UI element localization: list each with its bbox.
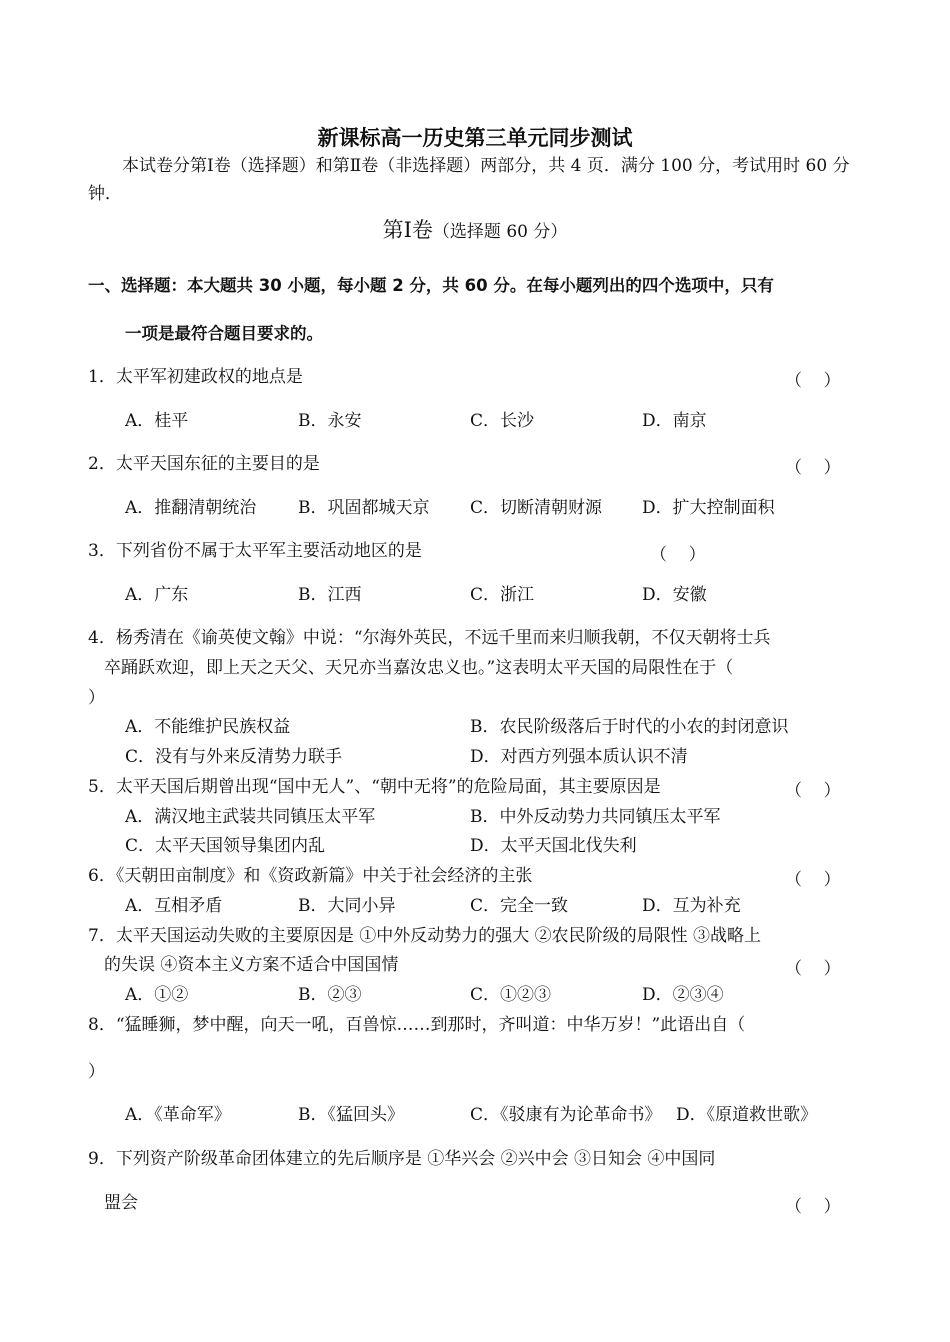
q7-option-c: C．①②③ [470, 985, 552, 1005]
q4-option-b: B．农民阶级落后于时代的小农的封闭意识 [470, 717, 789, 737]
q6-option-a: A．互相矛盾 [125, 896, 223, 916]
question-5-stem: 5．太平天国后期曾出现“国中无人”、“朝中无将”的危险局面，其主要原因是 [88, 777, 661, 797]
q8-option-d: D．《原道救世歌》 [676, 1105, 818, 1125]
q4-option-c: C．没有与外来反清势力联手 [125, 747, 343, 767]
q3-option-b: B．江西 [298, 585, 362, 605]
q3-option-a: A．广东 [125, 585, 189, 605]
question-2-stem: 2．太平天国东征的主要目的是 [88, 454, 320, 474]
q2-option-c: C．切断清朝财源 [470, 498, 603, 518]
q8-option-b: B．《猛回头》 [298, 1105, 404, 1125]
q1-option-c: C．长沙 [470, 411, 535, 431]
q5-option-a: A．满汉地主武装共同镇压太平军 [125, 807, 376, 827]
q6-option-d: D．互为补充 [642, 896, 741, 916]
q5-option-b: B．中外反动势力共同镇压太平军 [470, 807, 721, 827]
instruction-line-2: 一项是最符合题目要求的。 [125, 324, 323, 343]
q2-option-a: A．推翻清朝统治 [125, 498, 257, 518]
q5-option-d: D．太平天国北伐失利 [470, 836, 637, 856]
question-3-stem: 3．下列省份不属于太平军主要活动地区的是 [88, 541, 422, 561]
q6-option-b: B．大同小异 [298, 896, 396, 916]
q4-option-a: A．不能维护民族权益 [125, 717, 291, 737]
question-4-stem-line-1: 4．杨秀清在《谕英使文翰》中说：“尔海外英民，不远千里而来归顺我朝，不仅天朝将士兵 [88, 628, 771, 648]
exam-intro: 本试卷分第Ⅰ卷（选择题）和第Ⅱ卷（非选择题）两部分，共 4 页．满分 100 分，考试用时 60 分钟． [88, 156, 850, 204]
q4-option-d: D．对西方列强本质认识不清 [470, 747, 688, 767]
q8-option-a: A．《革命军》 [125, 1105, 231, 1125]
answer-paren-1: （ ） [785, 371, 841, 391]
exam-title: 新课标高一历史第三单元同步测试 [317, 126, 633, 150]
question-4-stem-line-2: 卒踊跃欢迎，即上天之天父、天兄亦当嘉汝忠义也。”这表明太平天国的局限性在于（ [104, 658, 734, 678]
instruction-line-1: 一、选择题：本大题共 30 小题，每小题 2 分，共 60 分。在每小题列出的四个选项中，只有 [88, 276, 774, 295]
q3-option-d: D．安徽 [642, 585, 707, 605]
question-7-stem-line-2: 的失误 ④资本主义方案不适合中国国情 [104, 955, 399, 975]
question-8-stem-line-1: 8．“猛睡狮，梦中醒，向天一吼，百兽惊……到那时，齐叫道：中华万岁！”此语出自（ [88, 1015, 746, 1035]
answer-paren-7: （ ） [785, 959, 841, 979]
q6-option-c: C．完全一致 [470, 896, 569, 916]
q1-option-b: B．永安 [298, 411, 362, 431]
section-main: 第Ⅰ卷 [382, 218, 433, 242]
question-1-stem: 1．太平军初建政权的地点是 [88, 367, 303, 387]
q7-option-b: B．②③ [298, 985, 362, 1005]
q1-option-d: D．南京 [642, 411, 707, 431]
question-9-stem-line-2: 盟会 [104, 1193, 138, 1213]
answer-paren-5: （ ） [785, 781, 841, 801]
q2-option-b: B．巩固都城天京 [298, 498, 430, 518]
q8-option-c: C．《驳康有为论革命书》 [470, 1105, 662, 1125]
q7-option-a: A．①② [125, 985, 189, 1005]
section-sub: （选择题 60 分） [432, 222, 568, 242]
q7-option-d: D．②③④ [642, 985, 724, 1005]
answer-paren-3: （ ） [650, 545, 706, 565]
question-6-stem: 6．《天朝田亩制度》和《资政新篇》中关于社会经济的主张 [88, 866, 533, 886]
question-4-stem-line-3: ） [88, 688, 105, 708]
q3-option-c: C．浙江 [470, 585, 535, 605]
q5-option-c: C．太平天国领导集团内乱 [125, 836, 326, 856]
answer-paren-9: （ ） [785, 1197, 841, 1217]
section-heading [0, 214, 950, 244]
answer-paren-2: （ ） [785, 458, 841, 478]
q1-option-a: A．桂平 [125, 411, 189, 431]
question-7-stem-line-1: 7．太平天国运动失败的主要原因是 ①中外反动势力的强大 ②农民阶级的局限性 ③战略上 [88, 926, 762, 946]
question-8-stem-line-2: ） [88, 1062, 105, 1082]
question-9-stem-line-1: 9．下列资产阶级革命团体建立的先后顺序是 ①华兴会 ②兴中会 ③日知会 ④中国同 [88, 1149, 716, 1169]
answer-paren-6: （ ） [785, 870, 841, 890]
q2-option-d: D．扩大控制面积 [642, 498, 775, 518]
